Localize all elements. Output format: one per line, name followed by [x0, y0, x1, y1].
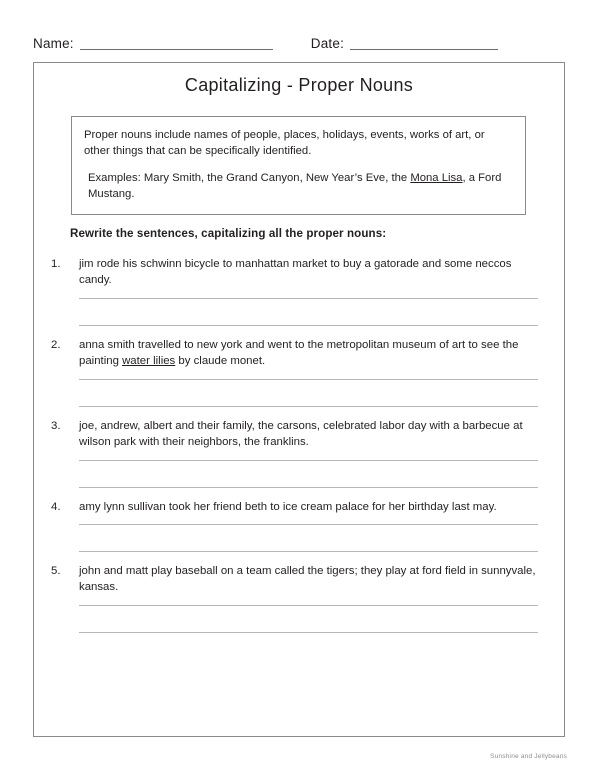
footer-credit: Sunshine and Jellybeans — [490, 753, 567, 760]
worksheet-frame — [33, 62, 565, 737]
question-number: 1. — [51, 258, 61, 270]
question-number: 3. — [51, 419, 61, 432]
answer-line[interactable] — [79, 406, 538, 407]
question-text: amy lynn sullivan took her friend beth to ice cream palace for her birthday last may. — [79, 500, 497, 513]
question-item — [34, 499, 564, 552]
question-text-before: anna smith travelled to new york and went to the metropolitan museum of art to see the painting — [79, 338, 519, 368]
date-field[interactable] — [311, 37, 498, 53]
answer-line[interactable] — [79, 487, 538, 488]
question-text — [79, 337, 564, 370]
answer-line[interactable] — [79, 325, 538, 326]
answer-lines — [34, 524, 564, 552]
question-number: 2. — [51, 338, 61, 351]
answer-line[interactable] — [79, 524, 538, 525]
answer-lines — [34, 298, 564, 326]
name-write-rule[interactable] — [80, 49, 273, 50]
name-label: Name: — [33, 35, 74, 51]
examples-prefix: Examples: Mary Smith, the Grand Canyon, New Year’s Eve, the — [88, 172, 411, 185]
questions-list — [34, 256, 564, 644]
answer-lines — [34, 460, 564, 488]
question-item — [34, 418, 564, 488]
answer-line[interactable] — [79, 551, 538, 552]
answer-line[interactable] — [79, 632, 538, 633]
examples-underlined-title: Mona Lisa — [410, 172, 463, 185]
answer-lines — [34, 605, 564, 633]
definition-examples — [88, 170, 513, 202]
date-write-rule[interactable] — [350, 49, 498, 50]
answer-line[interactable] — [79, 605, 538, 606]
question-number: 4. — [51, 500, 61, 513]
question-item — [34, 563, 564, 633]
question-text: jim rode his schwinn bicycle to manhattan market to buy a gatorade and some neccos candy. — [79, 258, 512, 287]
answer-line[interactable] — [79, 298, 538, 299]
question-text: joe, andrew, albert and their family, the carsons, celebrated labor day with a barbecue at wilson park with their neighbors, the franklins. — [79, 419, 523, 449]
header-fields — [33, 28, 567, 52]
answer-line[interactable] — [79, 460, 538, 461]
question-text: john and matt play baseball on a team called the tigers; they play at ford field in sunnyvale, kansas. — [79, 564, 536, 594]
answer-line[interactable] — [79, 379, 538, 380]
page-title: Capitalizing - Proper Nouns — [184, 75, 414, 95]
definition-body: Proper nouns include names of people, places, holidays, events, works of art, or other things that can be specifically identified. — [84, 129, 485, 158]
date-label: Date: — [310, 35, 345, 51]
definition-box — [71, 116, 526, 215]
question-number: 5. — [51, 564, 61, 577]
instruction-text: Rewrite the sentences, capitalizing all the proper nouns: — [70, 227, 387, 240]
question-text-underlined: water lilies — [122, 355, 176, 368]
name-field[interactable] — [33, 37, 273, 53]
examples-suffix: , a Ford Mustang. — [88, 172, 502, 201]
question-item — [34, 337, 564, 407]
answer-lines — [34, 379, 564, 407]
question-text-after: by claude monet. — [175, 355, 266, 368]
question-item — [34, 256, 564, 326]
